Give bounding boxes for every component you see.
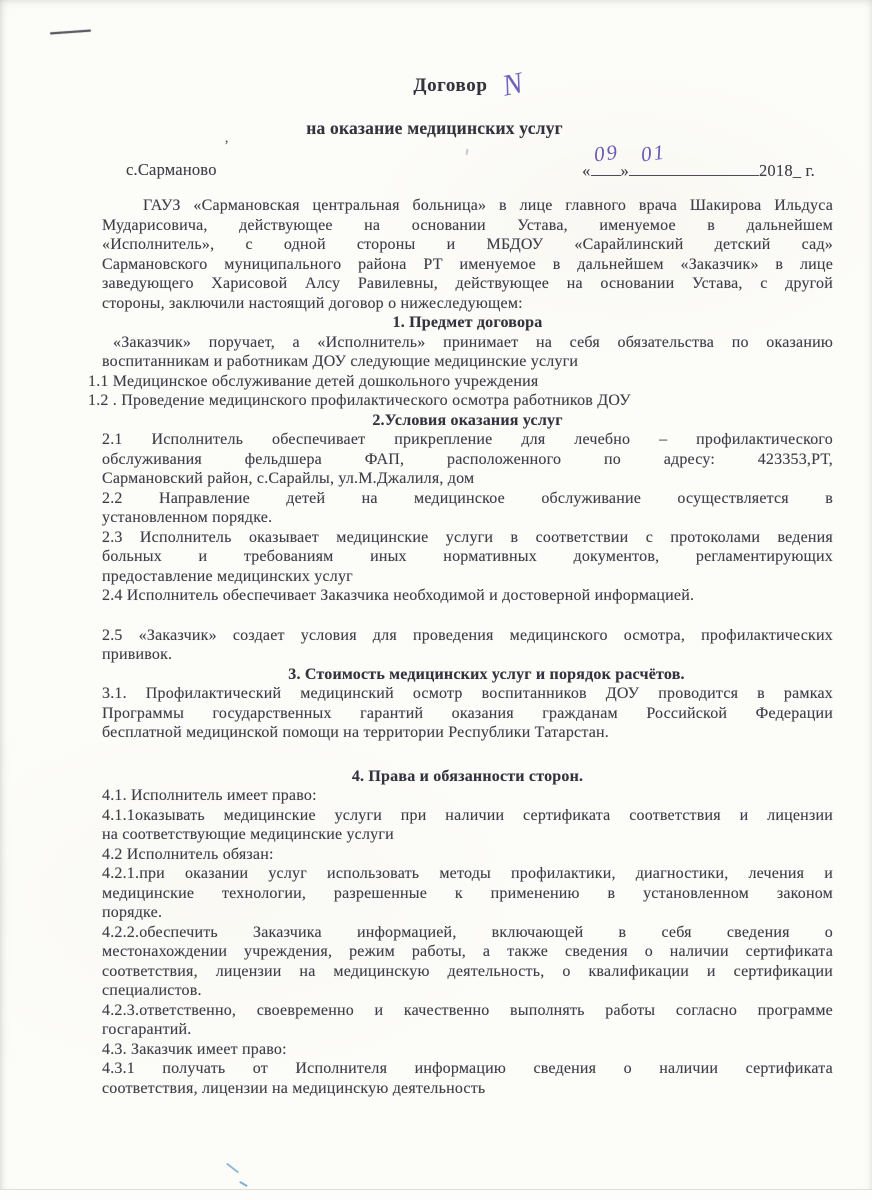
contract-paragraph [102, 806, 833, 845]
text-line: стороны, заключили настоящий договор о нижеследующем: [102, 294, 523, 312]
text-line: воспитанникам и работникам ДОУ следующие медицинские услуги [102, 353, 579, 370]
text-line: госгарантий. [102, 1021, 192, 1038]
text-line: бесплатной медицинской помощи на территории Республики Татарстан. [102, 724, 609, 741]
text-line: 1. Предмет договора [392, 314, 543, 331]
pen-stroke-mark [50, 30, 91, 35]
text-line: 1.2 . Проведение медицинского профилактического осмотра работников ДОУ [88, 392, 631, 409]
text-line: 4.2 Исполнитель обязан: [102, 845, 274, 863]
contract-paragraph [102, 1040, 833, 1060]
contract-paragraph [102, 430, 833, 489]
handwritten-day: 09 [592, 139, 620, 166]
contract-paragraph [88, 391, 833, 411]
text-line: 4.2.3.ответственно, своевременно и качественно выполнять работы согласно программе [102, 1001, 833, 1019]
text-line: соответствия, лицензии на медицинскую деятельность, о квалификации и сертификации [102, 962, 833, 980]
date-year: 2018_ г. [758, 160, 815, 180]
date-day-blank [591, 139, 621, 176]
contract-body [88, 196, 833, 1098]
text-line: соответствия, лицензии на медицинскую деятельность [102, 1079, 486, 1097]
contract-paragraph [102, 786, 833, 806]
scan-bottom-strip [0, 1190, 872, 1200]
section-heading [102, 313, 833, 333]
text-line: 3. Стоимость медицинских услуг и порядок расчётов. [288, 665, 685, 683]
handwritten-number-mark: N [498, 66, 526, 103]
text-line: Сармановский район, с.Сарайлы, ул.М.Джалиля, дом [102, 470, 475, 487]
contract-paragraph [102, 684, 833, 743]
text-line: 2.1 Исполнитель обеспечивает прикрепление для лечебно – профилактического [102, 431, 833, 448]
title-text: Договор [413, 75, 488, 96]
blue-pen-mark-2 [239, 1181, 248, 1187]
document-title [102, 66, 833, 103]
place-label: с.Сарманово [126, 159, 217, 179]
text-line: 2.4 Исполнитель обеспечивает Заказчика необходимой и достоверной информацией. [102, 587, 695, 604]
text-line: порядке. [102, 904, 163, 921]
contract-paragraph [102, 333, 833, 372]
contract-paragraph [102, 626, 833, 665]
contract-paragraph [102, 586, 833, 606]
text-line: 2.2 Направление детей на медицинское обслуживание осуществляется в [102, 489, 833, 507]
handwritten-month: 01 [639, 139, 668, 166]
contract-paragraph [88, 372, 833, 392]
text-line: 4.3. Заказчик имеет право: [102, 1040, 287, 1058]
text-line: заведующего Харисовой Алсу Равилевны, действующее на основании Устава, с другой [102, 275, 833, 292]
section-heading [102, 411, 833, 431]
text-line: 2.3 Исполнитель оказывает медицинские услуги в соответствии с протоколами ведения [102, 528, 833, 546]
text-line: Сармановского муниципального района РТ именуемое в дальнейшем «Заказчик» в лице [102, 255, 833, 273]
contract-paragraph [102, 528, 833, 587]
section-heading [102, 767, 833, 787]
text-line: 4.3.1 получать от Исполнителя информацию сведения о наличии сертификата [102, 1060, 833, 1077]
ink-tick-mark: ’ [224, 138, 229, 154]
date-line [582, 139, 815, 181]
date-month-blank [629, 139, 759, 176]
text-line: установленном порядке. [102, 509, 273, 526]
text-line: Программы государственных гарантий оказания гражданам Российской Федерации [102, 704, 833, 722]
date-open-quote: « [582, 160, 591, 180]
date-close-quote: » [620, 160, 629, 180]
contract-paragraph [102, 489, 833, 528]
text-line: специалистов. [102, 982, 202, 999]
text-line: «Заказчик» поручает, а «Исполнитель» принимает на себя обязательства по оказанию [113, 333, 833, 351]
text-line: 4.2.2.обеспечить Заказчика информацией, включающей в себя сведения о [102, 923, 833, 941]
text-line: 3.1. Профилактический медицинский осмотр воспитанников ДОУ проводится в рамках [102, 685, 833, 702]
text-line: «Исполнитель», с одной стороны и МБДОУ «Сарайлинский детский сад» [102, 236, 833, 253]
text-line: 4.1. Исполнитель имеет право: [102, 787, 317, 804]
blue-pen-mark-1 [226, 1163, 239, 1174]
text-line: на соответствующие медицинские услуги [102, 826, 394, 843]
text-line: местонахождении учреждения, режим работы, а также сведения о наличии сертификата [102, 943, 833, 960]
text-line: 2.5 «Заказчик» создает условия для проведения медицинского осмотра, профилактических [102, 626, 833, 644]
text-line: предоставление медицинских услуг [102, 567, 353, 585]
contract-paragraph [102, 864, 833, 923]
text-line: ГАУЗ «Сармановская центральная больница» в лице главного врача Шакирова Ильдуса [143, 197, 833, 214]
text-line: 4.1.1оказывать медицинские услуги при наличии сертификата соответствия и лицензии [102, 806, 833, 824]
place-date-row [102, 139, 833, 181]
text-line: 1.1 Медицинское обслуживание детей дошкольного учреждения [88, 372, 539, 390]
text-line: обслуживания фельдшера ФАП, расположенного по адресу: 423353,РТ, [102, 450, 833, 468]
contract-paragraph [102, 196, 833, 313]
contract-paragraph [102, 845, 833, 865]
text-line: 2.Условия оказания услуг [372, 411, 563, 429]
text-line: медицинские технологии, разрешенные к применению в установленном законом [102, 884, 833, 902]
contract-paragraph [102, 1001, 833, 1040]
section-heading [121, 665, 852, 685]
text-line: прививок. [102, 646, 173, 663]
text-line: Мударисовича, действующее на основании Устава, именуемое в дальнейшем [102, 216, 833, 234]
text-line: больных и требованиям иных нормативных документов, регламентирующих [102, 548, 833, 565]
contract-paragraph [102, 1059, 833, 1098]
document-subtitle: на оказание медицинских услуг [306, 118, 563, 138]
text-line: 4. Права и обязанности сторон. [351, 767, 584, 785]
contract-paragraph [102, 923, 833, 1001]
document-content [88, 66, 833, 1098]
text-line: 4.2.1.при оказании услуг использовать методы профилактики, диагностики, лечения и [102, 865, 833, 882]
